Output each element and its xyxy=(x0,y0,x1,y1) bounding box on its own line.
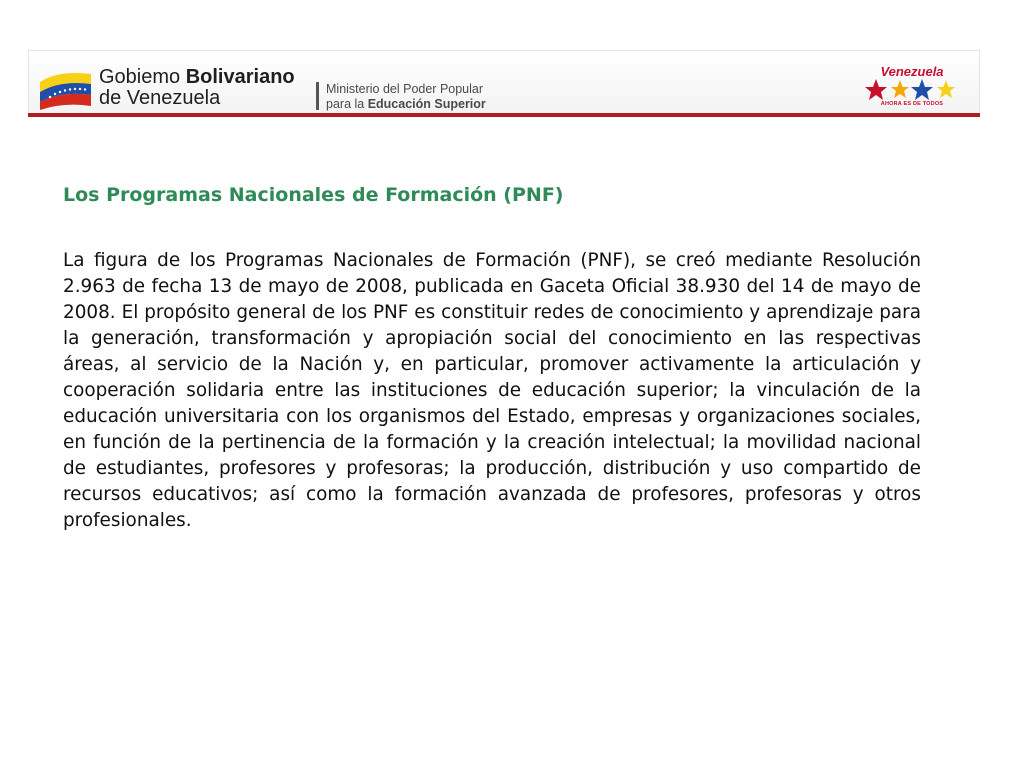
page-title: Los Programas Nacionales de Formación (PNF) xyxy=(63,184,564,206)
venezuela-logo xyxy=(862,64,962,110)
venezuela-logo-text: Venezuela xyxy=(880,64,944,79)
de-venezuela-text: de Venezuela xyxy=(99,87,221,109)
ministerio-line1: Ministerio del Poder Popular xyxy=(326,82,484,96)
ministerio-line2-prefix: para la xyxy=(326,97,368,111)
header-divider xyxy=(28,113,980,117)
header-separator xyxy=(316,82,319,110)
gobierno-word: Gobiemo xyxy=(99,66,186,88)
gobierno-wordmark xyxy=(99,67,295,109)
venezuela-slogan: AHORA ES DE TODOS xyxy=(880,101,944,107)
venezuela-flag-icon xyxy=(38,64,93,110)
venezuela-stars-logo-icon xyxy=(864,78,960,102)
ministerio-line2-bold: Educación Superior xyxy=(367,97,486,111)
ministerio-wordmark xyxy=(326,82,486,112)
bolivariano-word: Bolivariano xyxy=(185,66,295,88)
body-paragraph: La figura de los Programas Nacionales de Formación (PNF), se creó mediante Resolución 2.963 de fecha 13 de mayo de 2008, publicada en Gaceta Oficial 38.930 del 14 de mayo de 2008. El propósito general de los PNF es constituir redes de conocimiento y aprendizaje para la generación, transformación y apropiación social del conocimiento en las respectivas áreas, al servicio de la Nación y, en particular, promover activamente la articulación y cooperación solidaria entre las instituciones de educación superior; la vinculación de la educación universitaria con los organismos del Estado, empresas y organizaciones sociales, en función de la pertinencia de la formación y la creación intelectual; la movilidad nacional de estudiantes, profesores y profesoras; la producción, distribución y uso compartido de recursos educativos; así como la formación avanzada de profesores, profesoras y otros profesionales. xyxy=(63,250,921,531)
